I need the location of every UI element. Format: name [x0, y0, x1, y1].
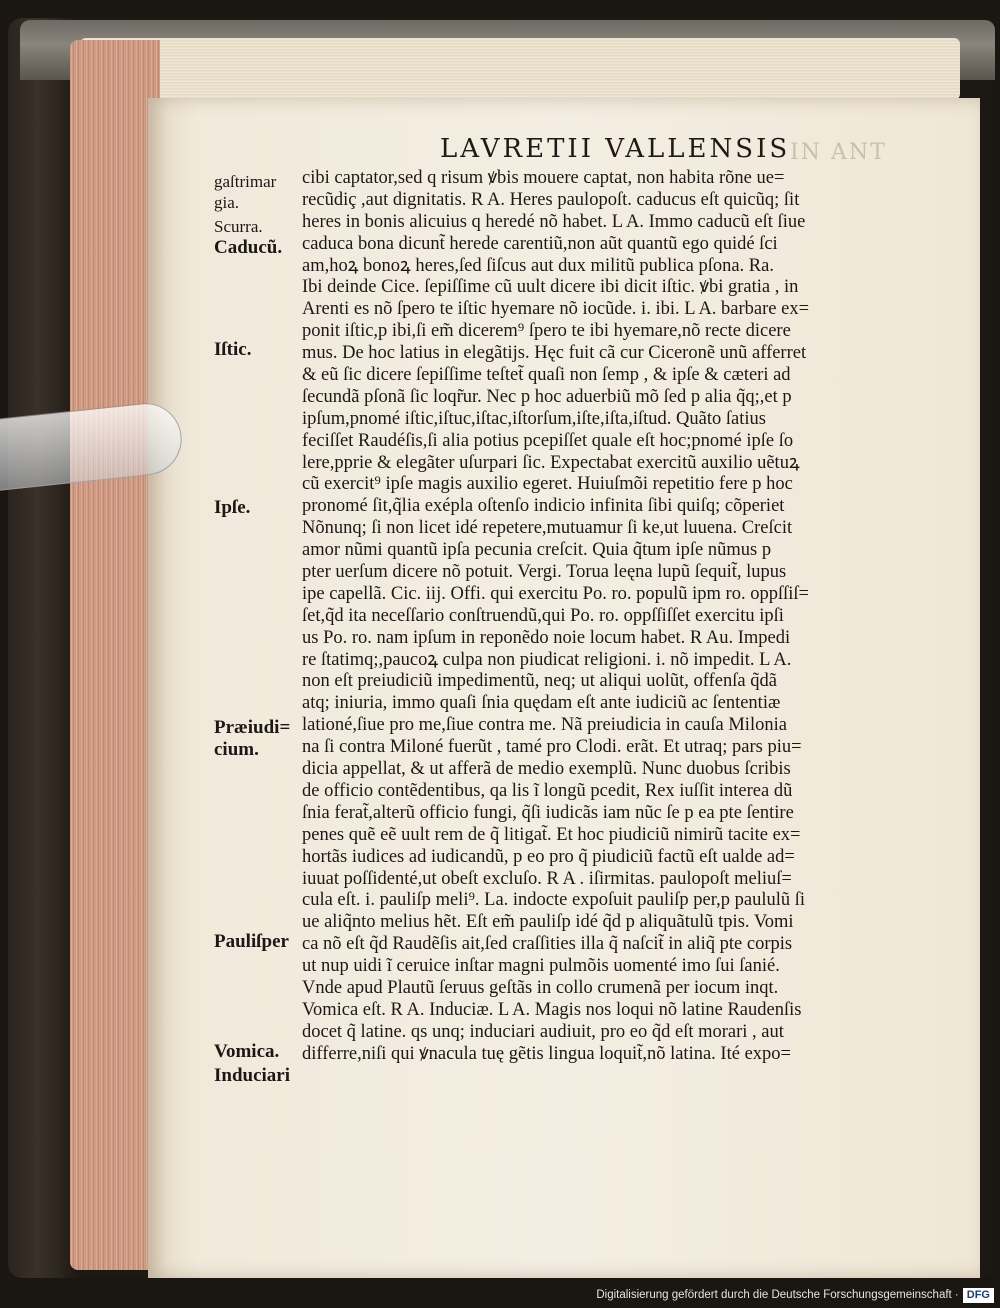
text-line: Ibi deinde Cice. ſepiſſime cũ uult dicere ibi dicit iſtic. ꝟbi gratia , in: [302, 277, 799, 298]
funding-credit: [596, 1284, 994, 1306]
facing-page-show-through: IN ANT: [790, 140, 887, 165]
text-line: cibi captator,sed q risum ꝟbis mouere captat, non habita rõne ue=: [302, 168, 785, 188]
running-head: LAVRETII VALLENSIS: [440, 134, 791, 164]
text-line: re ſtatimq;,paucoꝝ culpa non piudicat religioni. i. nõ impedit. L A.: [302, 649, 792, 670]
main-text-block: [302, 168, 902, 1066]
text-line: de officio contẽdentibus, qa lis ĩ longũ pcedit, Rex iuſſit interea dũ: [302, 780, 793, 801]
text-line: ponit iſtic,p ibi,ſi em̃ dicerem⁹ ſpero te ibi hyemare,nõ recte dicere: [302, 321, 791, 342]
text-line: atq; iniuria, immo quaſi ſnia quędam eſt ante iudiciũ ac ſententiæ: [302, 693, 781, 714]
text-line: & eũ ſic dicere ſepiſſime teſtet̃ quaſi non ſemp , & ipſe & cæteri ad: [302, 365, 791, 386]
text-line: penes quẽ eẽ uult rem de q̃ litigat̃. Et hoc piudiciũ nimirũ tacite ex=: [302, 824, 801, 845]
text-line: iuuat poſſidenté,ut obeſt excluſo. R A . iſirmitas. paulopoſt meliuſ=: [302, 868, 792, 889]
text-line: cũ exercit⁹ ipſe magis auxilio egeret. Huiuſmõi repetitio fere p hoc: [302, 474, 793, 495]
text-line: ſnia ferat̃,alterũ officio fungi, q̃ſi iudicãs iam nũc ſe p ea pte ſentire: [302, 802, 794, 823]
marginal-note: cium.: [214, 739, 259, 760]
text-line: feciſſet Raudéſis,ſi alia potius pcepiſſet quale eſt hoc;pnomé ipſe ſo: [302, 430, 794, 451]
text-line: ut nup uidi ĩ ceruice inſtar magni pulmõis uomenté imo ſui ſanié.: [302, 956, 780, 977]
text-line: Vomica eſt. R A. Induciæ. L A. Magis nos loqui nõ latine Raudenſis: [302, 999, 802, 1020]
text-line: Nõnunq; ſi non licet idé repetere,mutuamur ſi ke,ut luuena. Creſcit: [302, 518, 793, 539]
text-line: pter uerſum dicere nõ potuit. Vergi. Torua leęna lupũ ſequit̃, lupus: [302, 562, 787, 583]
marginal-note: Vomica.: [214, 1041, 280, 1062]
text-line: lere,pprie & elegãter uſurpari ſic. Expectabat exercitũ auxilio uẽtuꝝ: [302, 452, 800, 473]
marginal-note: Ipſe.: [214, 497, 251, 518]
text-line: ipe capellã. Cic. iij. Offi. qui exercitu Po. ro. populũ ipm ro. oppſſiſ=: [302, 583, 809, 604]
marginal-note: Præiudi=: [214, 717, 291, 738]
text-line: caduca bona dicunt̃ herede carentiũ,non aũt quantũ ego quidé ſci: [302, 233, 778, 254]
text-line: cula eſt. i. pauliſp meli⁹. La. indocte expoſuit pauliſp per,p paululũ ſi: [302, 890, 806, 911]
text-line: pronomé ſit,q̃lia exépla oſtenſo indicio infinita ſibi quiſq; cõperiet: [302, 496, 785, 517]
text-line: na ſi contra Miloné fuerũt , tamé pro Clodi. erãt. Et utraq; pars piu=: [302, 737, 802, 758]
text-line: lationé,ſiue pro me,ſiue contra me. Nã preiudicia in cauſa Milonia: [302, 715, 787, 736]
text-line: non eſt preiudiciũ impedimentũ, neq; ut aliqui uolũt, offenſa q̃dã: [302, 671, 777, 692]
marginal-note: Caducũ.: [214, 237, 283, 258]
text-line: ſecundã pſonã ſic loqr̃ur. Nec p hoc aduerbiũ mõ ſed p alia q̃q;,et p: [302, 386, 792, 407]
text-line: recũdiç ,aut dignitatis. R A. Heres paulopoſt. caducus eſt quicũq; ſit: [302, 189, 800, 210]
page-block-top-edge: [80, 38, 960, 100]
text-line: hortãs iudices ad iudicandũ, p eo pro q̃ piudiciũ factũ eſt ualde ad=: [302, 846, 795, 867]
text-line: mus. De hoc latius in elegãtijs. Hęc fuit cã cur Ciceronẽ unũ afferret: [302, 343, 807, 364]
text-line: differre,niſi qui ꝟnacula tuę gẽtis lingua loquit̃,nõ latina. Ité expo=: [302, 1043, 791, 1064]
marginal-note: gia.: [214, 193, 240, 212]
text-line: amor nũmi quantũ ipſa pecunia creſcit. Quia q̃tum ipſe nũmus p: [302, 540, 772, 561]
text-line: ſet,q̃d ita neceſſario conſtruendũ,qui Po. ro. oppſſiſſet exercitu ipſi: [302, 605, 784, 626]
text-line: Vnde apud Plautũ ſeruus geſtãs in collo crumenã per iocum inqt.: [302, 977, 779, 998]
page-block-side-edge: [70, 40, 160, 1270]
text-line: Arenti es nõ ſpero te iſtic hyemare nõ iocũde. i. ibi. L A. barbare ex=: [302, 299, 810, 320]
dfg-logo: DFG: [963, 1288, 994, 1303]
marginal-note: Pauliſper: [214, 931, 289, 952]
text-line: ca nõ eſt q̃d Raudẽſis ait,ſed craſſities illa q̃ naſcit̃ in aliq̃ pte corpis: [302, 934, 793, 955]
text-line: ue aliq̃nto melius hẽt. Eſt em̃ pauliſp idé q̃d p aliquãtulũ tpis. Vomi: [302, 912, 794, 933]
text-line: dicia appellat, & ut afferã de medio exemplũ. Nunc duobus ſcribis: [302, 759, 791, 780]
text-line: docet q̃ latine. qs unq; induciari audiuit, pro eo q̃d eſt morari , aut: [302, 1021, 784, 1042]
text-line: am,hoꝝ bonoꝝ heres,ſed ſiſcus aut dux militũ publica pſona. Ra.: [302, 255, 774, 276]
marginal-note: Iſtic.: [214, 339, 252, 360]
text-line: us Po. ro. nam ipſum in reponẽdo noie locum habet. R Au. Impedi: [302, 627, 791, 648]
funding-credit-text: Digitalisierung gefördert durch die Deutsche Forschungsgemeinschaft ·: [596, 1289, 959, 1301]
text-line: heres in bonis alicuius q heredé nõ habet. L A. Immo caducũ eſt ſiue: [302, 211, 806, 232]
marginal-note: Scurra.: [214, 217, 263, 236]
text-line: ipſum,pnomé iſtic,iſtuc,iſtac,iſtorſum,iſte,iſta,iſtud. Quãto ſatius: [302, 408, 766, 429]
marginal-note: gaſtrimar: [214, 172, 277, 191]
marginal-note: Induciari: [214, 1065, 291, 1086]
